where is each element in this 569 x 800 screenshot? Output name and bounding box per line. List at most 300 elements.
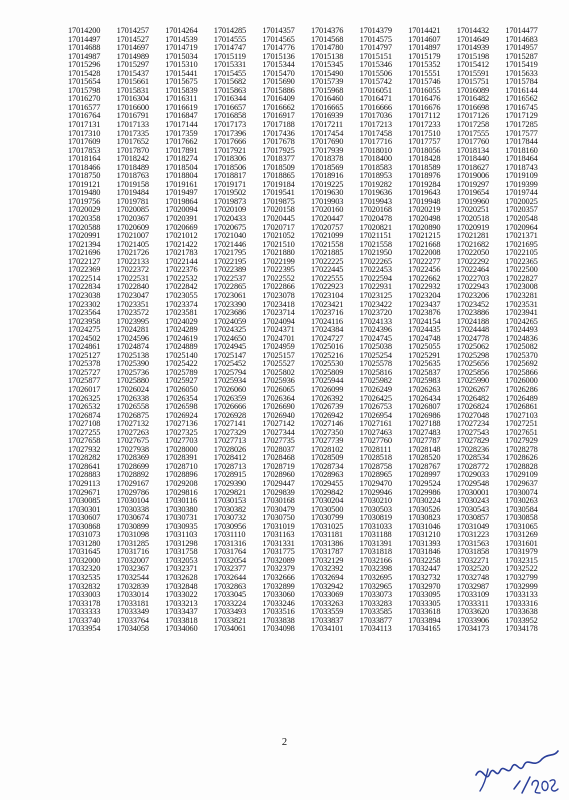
roll-number-cell: 17015675 [165, 78, 198, 87]
roll-number-cell: 17028997 [408, 471, 441, 480]
roll-number-cell: 17018569 [310, 163, 344, 172]
roll-number-cell: 17032899 [262, 582, 295, 591]
roll-number-cell: 17033740 [68, 616, 101, 625]
roll-number-cell: 17033283 [359, 599, 392, 608]
roll-number-cell: 17030674 [116, 514, 149, 523]
roll-number-cell: 17031025 [310, 522, 344, 531]
roll-number-cell: 17023716 [310, 309, 344, 318]
roll-number-cell: 17017577 [505, 129, 538, 138]
roll-number-cell: 17031316 [213, 539, 247, 548]
roll-number-cell: 17028896 [165, 471, 198, 480]
roll-number-cell: 17020675 [213, 223, 247, 232]
roll-number-cell: 17030116 [165, 497, 198, 506]
roll-number-cell: 17018134 [456, 146, 490, 155]
roll-number-cell: 17021510 [262, 240, 295, 249]
roll-number-cell: 17014568 [310, 35, 344, 44]
roll-number-cell: 17022144 [165, 257, 198, 266]
roll-number-cell: 17024619 [165, 334, 198, 343]
roll-number-cell: 17016051 [359, 86, 392, 95]
roll-number-cell: 17015119 [213, 52, 246, 61]
roll-number-cell: 17015798 [68, 86, 101, 95]
roll-number-cell: 17022703 [456, 274, 490, 283]
roll-number-cell: 17018056 [408, 146, 441, 155]
roll-number-cell: 17030210 [359, 497, 392, 506]
roll-number-cell: 17032999 [505, 582, 538, 591]
roll-number-cell: 17030301 [68, 505, 101, 514]
roll-number-cell: 17025530 [310, 360, 344, 369]
roll-number-cell: 17022840 [116, 283, 149, 292]
roll-number-cell: 17025809 [310, 368, 344, 377]
roll-number-cell: 17017454 [310, 129, 344, 138]
roll-number-cell: 17034058 [116, 625, 149, 634]
roll-number-cell: 17022008 [408, 249, 441, 258]
roll-number-cell: 17025789 [165, 368, 198, 377]
roll-number-cell: 17024701 [262, 334, 295, 343]
roll-number-cell: 17028236 [456, 445, 490, 454]
roll-number-cell: 17030732 [213, 514, 247, 523]
roll-number-cell: 17033213 [165, 599, 198, 608]
roll-number-cell: 17025390 [116, 360, 149, 369]
roll-number-cell: 17023876 [408, 309, 441, 318]
roll-number-cell: 17015412 [456, 61, 490, 70]
roll-number-cell: 17026050 [165, 385, 198, 394]
roll-number-cell: 17019756 [68, 197, 101, 206]
roll-number-cell: 17014539 [165, 35, 198, 44]
roll-number-cell: 17026482 [456, 394, 490, 403]
roll-number-cell: 17019630 [310, 189, 344, 198]
roll-number-cell: 17017036 [359, 112, 392, 121]
roll-number-cell: 17025927 [165, 377, 198, 386]
roll-number-cell: 17014719 [165, 44, 198, 53]
roll-number-cell: 17014683 [505, 35, 538, 44]
roll-number-cell: 17026954 [359, 411, 392, 420]
roll-number-cell: 17022943 [456, 283, 490, 292]
roll-number-cell: 17022445 [310, 266, 344, 275]
roll-number-cell: 17032644 [213, 574, 247, 582]
roll-number-cell: 17019943 [359, 197, 392, 206]
roll-number-cell: 17020991 [68, 232, 101, 241]
roll-number-cell: 17024748 [408, 334, 441, 343]
roll-number-cell: 17019297 [456, 180, 490, 189]
roll-number-cell: 17022866 [262, 283, 295, 292]
roll-number-cell: 17024836 [505, 334, 538, 343]
roll-number-cell: 17025378 [68, 360, 101, 369]
roll-number-cell: 17026065 [262, 385, 295, 394]
roll-number-cell: 17026249 [359, 385, 392, 394]
roll-number-cell: 17034113 [359, 625, 392, 634]
roll-number-cell: 17014257 [116, 27, 149, 35]
roll-number-cell: 17015506 [359, 69, 392, 78]
roll-number-cell: 17020025 [505, 197, 538, 206]
roll-number-cell: 17015661 [116, 78, 149, 87]
roll-number-cell: 17026532 [68, 403, 101, 412]
roll-number-cell: 17030168 [262, 497, 295, 506]
roll-number-cell: 17030263 [505, 497, 538, 506]
roll-number-cell: 17026060 [213, 385, 247, 394]
roll-number-cell: 17019643 [408, 189, 441, 198]
roll-number-cell: 17017133 [116, 121, 149, 130]
roll-number-cell: 17022265 [359, 257, 392, 266]
roll-number-cell: 17017853 [68, 146, 101, 155]
roll-number-cell: 17025656 [456, 360, 490, 369]
roll-number-cell: 17022372 [116, 266, 149, 275]
roll-number-cell: 17017396 [213, 129, 247, 138]
roll-number-cell: 17021446 [213, 240, 247, 249]
roll-number-cell: 17015746 [408, 78, 441, 87]
roll-number-cell: 17014285 [213, 27, 247, 35]
roll-number-cell: 17027651 [505, 428, 538, 437]
roll-number-cell: 17014747 [213, 44, 247, 53]
roll-number-cell: 17026861 [505, 403, 538, 412]
roll-number-cell: 17026286 [505, 385, 538, 394]
roll-number-cell: 17015138 [310, 52, 344, 61]
roll-number-cell: 17026325 [68, 394, 101, 403]
roll-number-cell: 17015742 [359, 78, 392, 87]
roll-number-cell: 17029167 [116, 479, 149, 488]
roll-number-cell: 17015863 [213, 86, 247, 95]
roll-number-cell: 17014797 [359, 44, 392, 53]
roll-number-cell: 17024396 [359, 326, 392, 335]
roll-number-cell: 17025254 [359, 351, 392, 360]
roll-number-cell: 17026099 [310, 385, 344, 394]
roll-number-cell: 17021558 [310, 240, 344, 249]
roll-number-cell: 17027251 [505, 420, 538, 429]
roll-number-cell: 17034178 [505, 625, 538, 634]
roll-number-cell: 17027658 [68, 437, 101, 446]
roll-number-cell: 17015296 [68, 61, 101, 70]
roll-number-cell: 17025982 [359, 377, 392, 386]
roll-number-cell: 17022500 [505, 266, 538, 275]
roll-number-cell: 17033620 [456, 608, 490, 617]
roll-number-cell: 17020367 [116, 215, 149, 224]
roll-number-cell: 17025140 [165, 351, 198, 360]
roll-number-cell: 17026392 [310, 394, 344, 403]
roll-number-cell: 17028641 [68, 462, 101, 471]
roll-number-cell: 17018400 [359, 155, 392, 164]
roll-number-cell: 17032748 [456, 574, 490, 582]
roll-number-cell: 17020964 [505, 223, 538, 232]
roll-number-cell: 17028767 [408, 462, 441, 471]
roll-number-cell: 17026598 [165, 403, 198, 412]
roll-number-cell: 17028037 [262, 445, 295, 454]
roll-number-cell: 17030382 [213, 505, 247, 514]
roll-number-cell: 17027108 [68, 420, 101, 429]
roll-number-cell: 17024861 [68, 343, 101, 352]
roll-number-cell: 17027929 [505, 437, 538, 446]
roll-number-cell: 17016270 [68, 95, 101, 104]
roll-number-cell: 17015437 [116, 69, 149, 78]
roll-number-cell: 17014376 [310, 27, 344, 35]
roll-number-cell: 17018865 [262, 172, 295, 181]
roll-number-cell: 17016089 [456, 86, 490, 95]
roll-number-cell: 17021422 [165, 240, 198, 249]
roll-number-cell: 17021950 [359, 249, 392, 258]
roll-number-cell: 17018242 [116, 155, 149, 164]
roll-number-cell: 17028026 [213, 445, 247, 454]
roll-number-cell: 17024265 [505, 317, 538, 326]
roll-number-cell: 17026017 [68, 385, 101, 394]
roll-number-cell: 17019744 [505, 189, 538, 198]
roll-number-cell: 17022531 [116, 274, 149, 283]
roll-number-cell: 17028468 [262, 454, 295, 463]
roll-number-cell: 17033095 [408, 591, 441, 600]
roll-number-cell: 17015682 [213, 78, 247, 87]
roll-number-cell: 17028111 [359, 445, 392, 454]
roll-number-cell: 17021099 [310, 232, 344, 241]
roll-number-cell: 17025635 [408, 360, 441, 369]
roll-number-cell: 17017458 [359, 129, 392, 138]
roll-number-cell: 17016055 [408, 86, 441, 95]
roll-number-cell: 17019541 [262, 189, 295, 198]
roll-number-cell: 17024384 [310, 326, 344, 335]
roll-number-cell: 17019636 [359, 189, 392, 198]
roll-number-cell: 17031758 [165, 548, 198, 557]
roll-number-cell: 17028534 [456, 454, 490, 463]
roll-number-cell: 17018440 [456, 155, 490, 164]
roll-number-cell: 17020478 [359, 215, 392, 224]
roll-number-cell: 17028963 [310, 471, 344, 480]
roll-number-cell: 17017921 [213, 146, 247, 155]
roll-number-cell: 17030500 [310, 505, 344, 514]
roll-number-cell: 17021052 [262, 232, 295, 241]
roll-number-cell: 17031269 [505, 531, 538, 540]
roll-number-cell: 17033224 [213, 599, 247, 608]
roll-number-cell: 17028719 [262, 462, 295, 471]
roll-number-cell: 17032694 [310, 574, 344, 582]
roll-number-cell: 17022389 [213, 266, 247, 275]
roll-number-cell: 17026739 [310, 403, 344, 412]
roll-number-cell: 17032848 [165, 582, 198, 591]
roll-number-cell: 17016471 [359, 95, 392, 104]
roll-number-cell: 17031818 [359, 548, 392, 557]
roll-number-cell: 17033838 [262, 616, 295, 625]
roll-number-cell: 17029390 [213, 479, 247, 488]
roll-number-cell: 17023958 [68, 317, 101, 326]
roll-number-cell: 17031163 [262, 531, 295, 540]
roll-number-cell: 17026824 [456, 403, 490, 412]
roll-number-cell: 17022842 [165, 283, 198, 292]
roll-number-cell: 17023302 [68, 300, 101, 309]
roll-number-cell: 17020168 [359, 206, 392, 215]
roll-number-cell: 17024188 [456, 317, 490, 326]
roll-number-cell: 17032129 [310, 556, 344, 565]
roll-number-cell: 17025983 [408, 377, 441, 386]
roll-number-cell: 17023351 [116, 300, 149, 309]
roll-number-cell: 17024945 [213, 343, 247, 352]
roll-number-cell: 17014688 [68, 44, 101, 53]
roll-number-cell: 17016562 [505, 95, 538, 104]
roll-number-cell: 17030607 [68, 514, 101, 523]
roll-number-cell: 17018976 [408, 172, 441, 181]
roll-number-cell: 17023564 [68, 309, 101, 318]
roll-number-cell: 17023572 [116, 309, 149, 318]
roll-number-cell: 17024959 [262, 343, 295, 352]
roll-number-cell: 17028102 [310, 445, 344, 454]
roll-number-cell: 17027735 [262, 437, 295, 446]
roll-number-cell: 17020588 [68, 223, 101, 232]
roll-number-cell: 17019781 [116, 197, 149, 206]
roll-number-cell: 17022050 [456, 249, 490, 258]
roll-number-cell: 17020669 [165, 223, 198, 232]
roll-number-cell: 17029946 [359, 488, 392, 497]
roll-number-cell: 17022292 [456, 257, 490, 266]
roll-number-cell: 17020548 [505, 215, 538, 224]
roll-number-cell: 17019960 [456, 197, 490, 206]
roll-number-cell: 17032628 [165, 574, 198, 582]
roll-number-cell: 17033109 [456, 591, 490, 600]
roll-number-cell: 17029447 [262, 479, 295, 488]
roll-number-cell: 17026666 [213, 403, 247, 412]
roll-number-cell: 17029637 [505, 479, 538, 488]
roll-number-cell: 17030857 [456, 514, 490, 523]
roll-number-cell: 17031979 [505, 548, 538, 557]
roll-number-cell: 17014555 [213, 35, 247, 44]
roll-number-cell: 17017716 [359, 138, 392, 147]
roll-number-cell: 17022376 [165, 266, 198, 275]
roll-number-cell: 17020518 [456, 215, 490, 224]
roll-number-cell: 17017129 [505, 112, 538, 121]
roll-number-cell: 17023204 [408, 291, 441, 300]
roll-number-cell: 17022834 [68, 283, 101, 292]
roll-number-cell: 17033877 [359, 616, 392, 625]
roll-number-cell: 17025038 [359, 343, 392, 352]
roll-number-cell: 17027350 [310, 428, 344, 437]
roll-number-cell: 17033818 [165, 616, 198, 625]
roll-number-cell: 17022827 [505, 274, 538, 283]
roll-number-cell: 17030479 [262, 505, 295, 514]
roll-number-cell: 17025692 [505, 360, 538, 369]
roll-number-cell: 17017609 [68, 138, 101, 147]
roll-number-cell: 17028915 [213, 471, 247, 480]
roll-number-cell: 17029524 [408, 479, 441, 488]
roll-number-cell: 17015633 [505, 69, 538, 78]
roll-number-cell: 17015739 [310, 78, 344, 87]
roll-number-cell: 17028960 [262, 471, 295, 480]
roll-number-cell: 17029455 [310, 479, 344, 488]
roll-number-cell: 17020609 [116, 223, 149, 232]
roll-number-cell: 17022277 [408, 257, 441, 266]
roll-number-cell: 17027713 [213, 437, 247, 446]
roll-number-cell: 17025866 [505, 368, 538, 377]
roll-number-cell: 17016676 [408, 103, 441, 112]
roll-number-cell: 17020358 [68, 215, 101, 224]
roll-number-cell: 17033349 [116, 608, 149, 617]
roll-number-cell: 17020085 [116, 206, 149, 215]
roll-number-cell: 17033954 [68, 625, 101, 634]
roll-number-cell: 17027132 [116, 420, 149, 429]
roll-number-cell: 17027234 [456, 420, 490, 429]
roll-number-cell: 17030001 [456, 488, 490, 497]
roll-number-cell: 17025216 [310, 351, 344, 360]
roll-number-cell: 17027103 [505, 411, 538, 420]
roll-number-cell: 17023531 [505, 300, 538, 309]
roll-number-cell: 17033316 [505, 599, 538, 608]
roll-number-cell: 17025736 [116, 368, 149, 377]
roll-number-cell: 17026434 [408, 394, 441, 403]
roll-number-cell: 17028626 [505, 454, 538, 463]
roll-number-cell: 17015470 [262, 69, 295, 78]
roll-number-cell: 17021394 [68, 240, 101, 249]
roll-number-cell: 17032666 [262, 574, 295, 582]
roll-number-cell: 17030584 [505, 505, 538, 514]
roll-number-cell: 17025127 [68, 351, 101, 360]
roll-number-cell: 17017652 [116, 138, 149, 147]
roll-number-cell: 17028710 [165, 462, 198, 471]
roll-number-cell: 17017310 [68, 129, 101, 138]
roll-number-cell: 17032000 [68, 556, 101, 565]
roll-number-cell: 17019399 [505, 180, 538, 189]
roll-number-cell: 17023437 [408, 300, 441, 309]
roll-number-cell: 17017112 [408, 112, 441, 121]
roll-number-cell: 17029986 [408, 488, 441, 497]
roll-number-cell: 17032392 [310, 565, 344, 574]
roll-number-cell: 17032544 [116, 574, 149, 582]
roll-number-cell: 17020109 [213, 206, 247, 215]
roll-number-cell: 17020094 [165, 206, 198, 215]
roll-number-cell: 17031210 [408, 531, 441, 540]
roll-number-cell: 17018583 [359, 163, 392, 172]
roll-number-cell: 17026354 [165, 394, 198, 403]
roll-number-cell: 17015455 [213, 69, 247, 78]
roll-number-cell: 17029470 [359, 479, 392, 488]
roll-number-cell: 17020821 [359, 223, 392, 232]
roll-number-cell: 17018010 [359, 146, 392, 155]
roll-number-cell: 17027048 [456, 411, 490, 420]
roll-number-cell: 17019006 [456, 172, 490, 181]
roll-number-cell: 17025291 [408, 351, 441, 360]
roll-number-cell: 17020251 [456, 206, 490, 215]
roll-number-cell: 17020357 [505, 206, 538, 215]
roll-number-cell: 17032271 [456, 556, 490, 565]
roll-number-cell: 17017690 [310, 138, 344, 147]
roll-number-cell: 17017173 [213, 121, 247, 130]
roll-number-cell: 17023374 [165, 300, 198, 309]
roll-number-cell: 17028000 [165, 445, 198, 454]
roll-number-cell: 17018509 [262, 163, 295, 172]
roll-number-cell: 17022133 [116, 257, 149, 266]
roll-number-cell: 17025936 [262, 377, 295, 386]
roll-number-cell: 17024435 [408, 326, 441, 335]
roll-number-cell: 17034101 [310, 625, 344, 634]
roll-number-cell: 17022225 [310, 257, 344, 266]
roll-number-cell: 17016745 [505, 103, 538, 112]
roll-number-cell: 17028391 [165, 454, 198, 463]
roll-number-cell: 17017757 [408, 138, 441, 147]
roll-number-cell: 17027255 [68, 428, 101, 437]
roll-number-cell: 17032320 [68, 565, 101, 574]
roll-number-cell: 17022464 [456, 266, 490, 275]
roll-number-cell: 17032832 [68, 582, 101, 591]
roll-number-cell: 17021371 [505, 232, 538, 241]
roll-number-cell: 17029821 [213, 488, 247, 497]
roll-number-cell: 17023418 [262, 300, 295, 309]
roll-number-cell: 17026338 [116, 394, 149, 403]
roll-number-cell: 17018589 [408, 163, 441, 172]
roll-number-cell: 17032447 [408, 565, 441, 574]
roll-number-cell: 17024889 [165, 343, 198, 352]
roll-number-cell: 17023452 [456, 300, 490, 309]
roll-number-cell: 17032863 [213, 582, 247, 591]
roll-number-cell: 17027675 [116, 437, 149, 446]
roll-number-cell: 17018804 [165, 172, 198, 181]
roll-number-cell: 17023581 [165, 309, 198, 318]
roll-number-cell: 17028965 [359, 471, 392, 480]
roll-number-cell: 17015352 [408, 61, 441, 70]
roll-number-cell: 17025794 [213, 368, 247, 377]
roll-number-cell: 17017510 [408, 129, 441, 138]
roll-number-cell: 17021281 [456, 232, 490, 241]
roll-number-cell: 17030153 [213, 497, 247, 506]
